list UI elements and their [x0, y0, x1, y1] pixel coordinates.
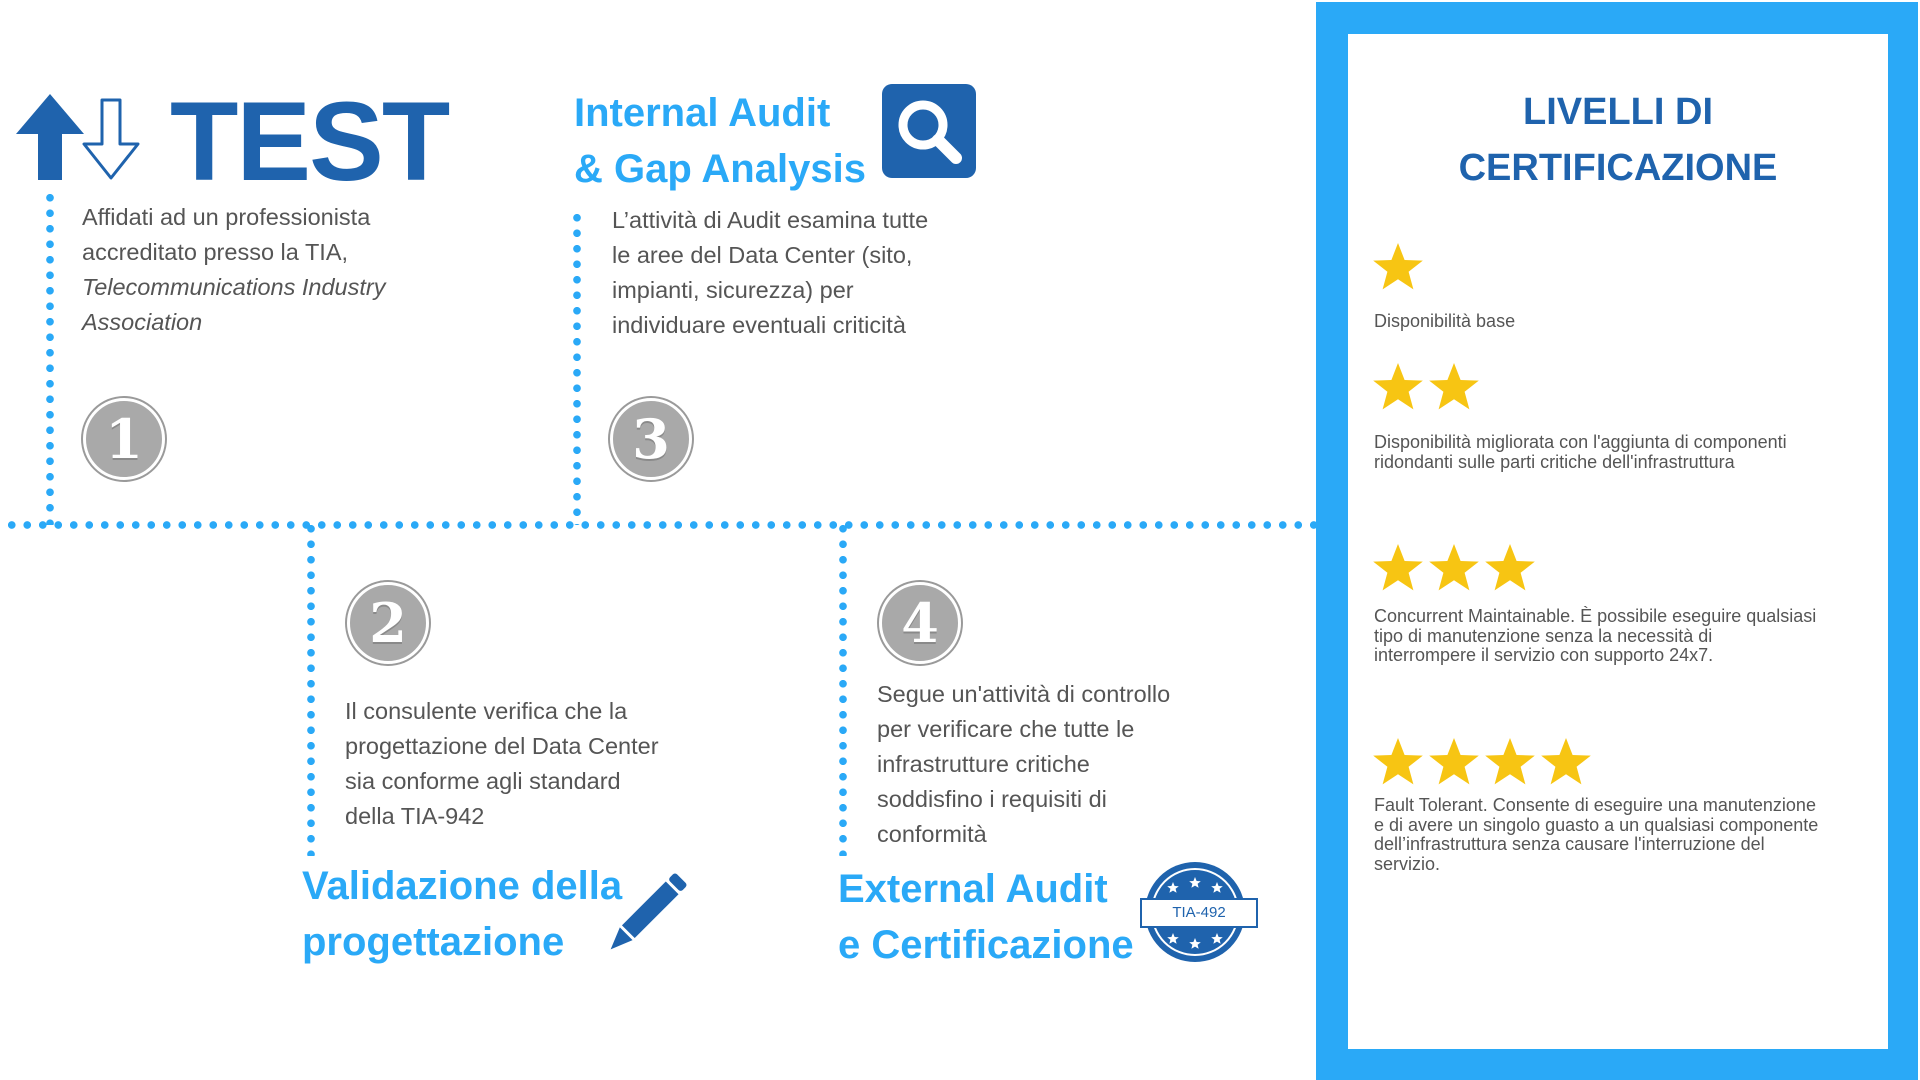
badge-label: TIA-492 [1172, 904, 1226, 921]
connector-step-4 [839, 521, 847, 856]
star-icon [1428, 362, 1480, 412]
step-2-title: Validazione della progettazione [302, 864, 623, 964]
step-3-title: Internal Audit & Gap Analysis [574, 91, 866, 191]
level-4-text: Fault Tolerant. Consente di eseguire una manutenzione e di avere un singolo guasto a un qualsiasi componente dell’infrastruttura senza causare l'interruzione del servizio. [1374, 795, 1819, 874]
panel-title: LIVELLI DI CERTIFICAZIONE [1458, 91, 1778, 189]
step-4-description: Segue un'attività di controllo per verificare che tutte le infrastrutture critiche soddisfino i requisiti di conformità [877, 681, 1171, 847]
level-1-text: Disponibilità base [1374, 311, 1516, 331]
updown-arrows-icon [14, 92, 164, 192]
star-icon [1428, 737, 1480, 787]
step-1-number: 1 [83, 398, 165, 480]
search-icon [882, 84, 976, 178]
certification-badge [1140, 860, 1258, 964]
pencil-icon [600, 868, 692, 960]
level-1-stars [1372, 242, 1424, 292]
step-4-number: 4 [879, 582, 961, 664]
star-icon [1540, 737, 1592, 787]
star-icon [1484, 737, 1536, 787]
step-3-description: L’attività di Audit esamina tutte le aree del Data Center (sito, impianti, sicurezza) per individuare eventuali criticità [612, 207, 929, 338]
star-icon [1372, 737, 1424, 787]
connector-step-2 [307, 521, 315, 856]
step-2-description: Il consulente verifica che la progettazione del Data Center sia conforme agli standard della TIA-942 [345, 698, 659, 829]
level-4-stars [1372, 737, 1592, 787]
timeline-main-line [4, 521, 1316, 529]
logo-text: TEST [170, 79, 449, 204]
level-3-text: Concurrent Maintainable. È possibile eseguire qualsiasi tipo di manutenzione senza la necessità di interrompere il servizio con supporto 24x7. [1374, 606, 1817, 665]
star-icon [1372, 362, 1424, 412]
star-icon [1372, 242, 1424, 292]
level-2-stars [1372, 362, 1480, 412]
step-1-description: Affidati ad un professionista accreditato presso la TIA, Telecommunications Industry Association [82, 204, 386, 335]
star-icon [1372, 543, 1424, 593]
connector-step-3 [573, 210, 581, 525]
step-2-number: 2 [347, 582, 429, 664]
step-3-number: 3 [610, 398, 692, 480]
connector-step-1 [46, 190, 54, 525]
star-icon [1484, 543, 1536, 593]
step-4-title: External Audit e Certificazione [838, 867, 1134, 967]
star-icon [1428, 543, 1480, 593]
level-3-stars [1372, 543, 1536, 593]
level-2-text: Disponibilità migliorata con l'aggiunta di componenti ridondanti sulle parti critiche dell'infrastruttura [1374, 432, 1787, 472]
